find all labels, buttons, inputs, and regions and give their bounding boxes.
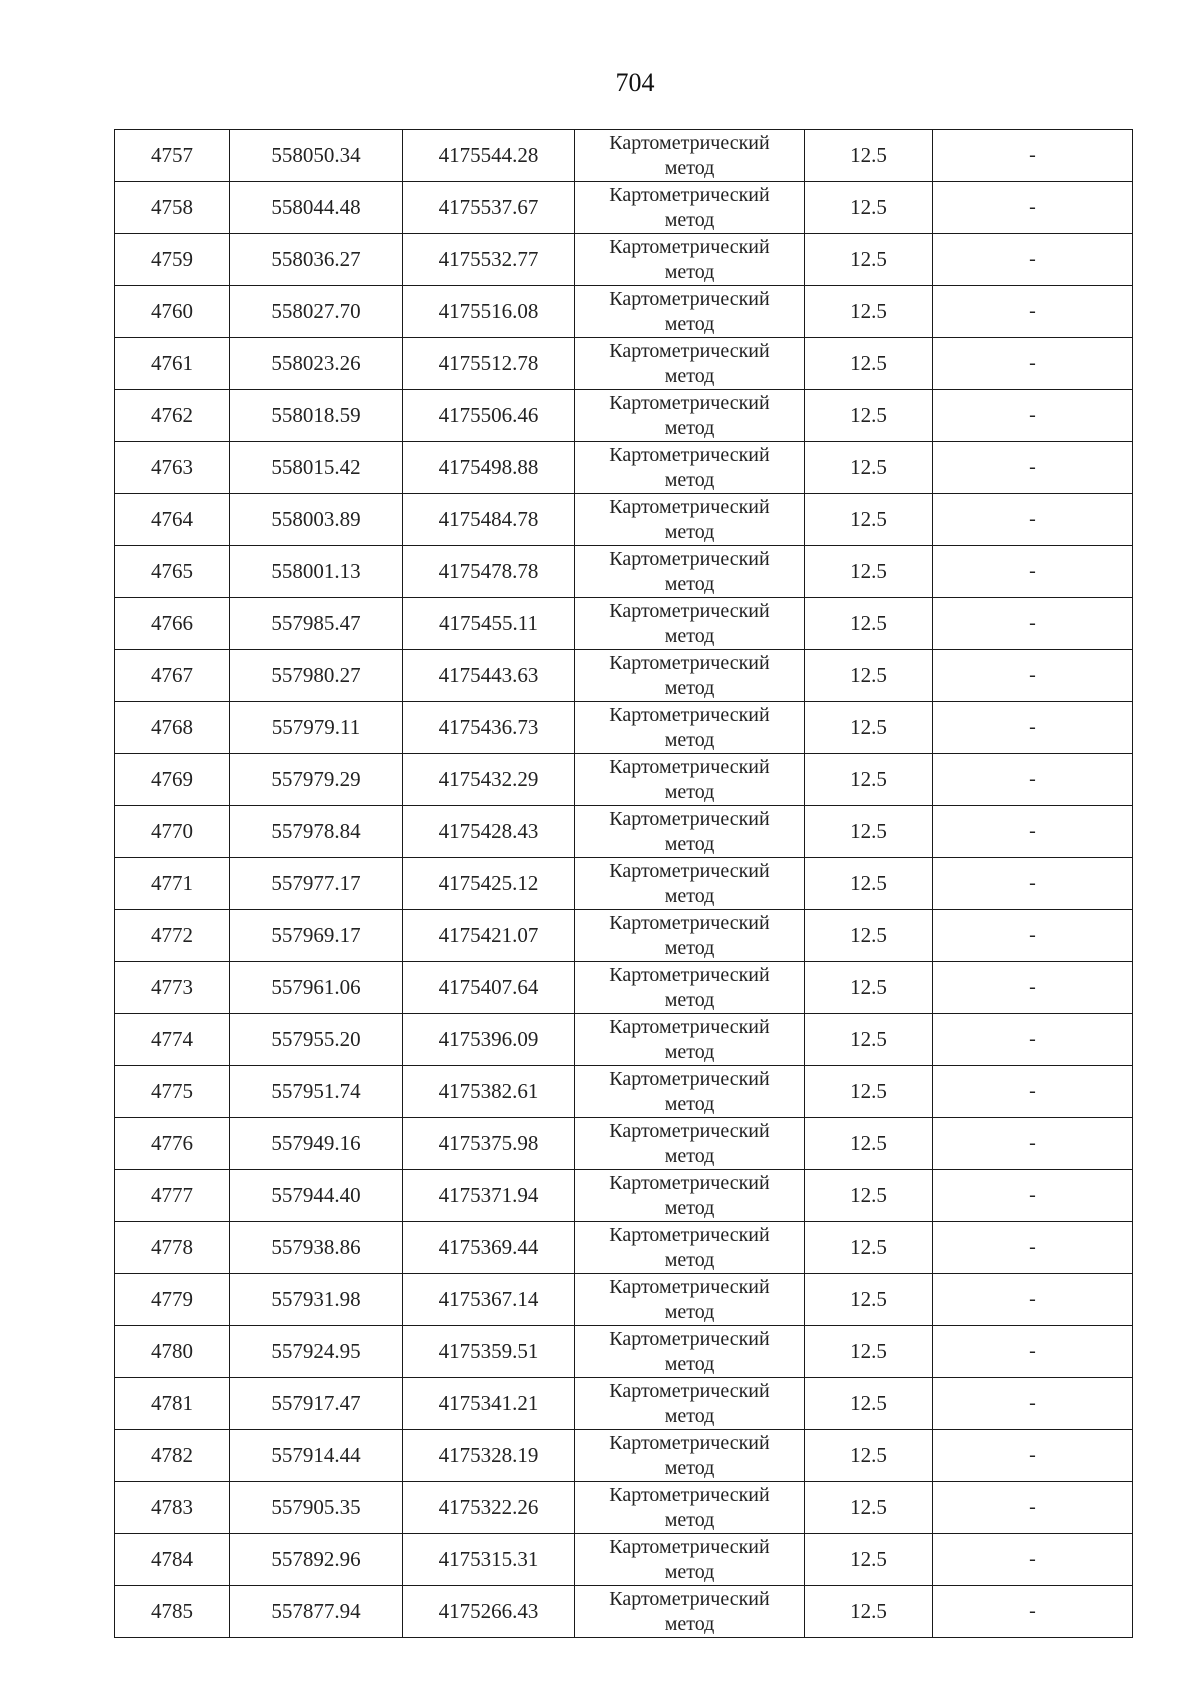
note-cell: -	[933, 234, 1133, 286]
method-cell: Картометрический метод	[575, 1326, 805, 1378]
point-number-cell: 4764	[115, 494, 230, 546]
y-coordinate-cell: 4175428.43	[403, 806, 575, 858]
y-coordinate-cell: 4175375.98	[403, 1118, 575, 1170]
table-row	[115, 1170, 1133, 1222]
y-coordinate-cell: 4175512.78	[403, 338, 575, 390]
table-row	[115, 286, 1133, 338]
method-cell: Картометрический метод	[575, 1118, 805, 1170]
table-row	[115, 806, 1133, 858]
point-number-cell: 4765	[115, 546, 230, 598]
method-cell: Картометрический метод	[575, 858, 805, 910]
point-number-cell: 4760	[115, 286, 230, 338]
point-number-cell: 4783	[115, 1482, 230, 1534]
table-row	[115, 1378, 1133, 1430]
method-cell: Картометрический метод	[575, 1586, 805, 1638]
accuracy-cell: 12.5	[805, 598, 933, 650]
note-cell: -	[933, 1326, 1133, 1378]
y-coordinate-cell: 4175443.63	[403, 650, 575, 702]
accuracy-cell: 12.5	[805, 1326, 933, 1378]
accuracy-cell: 12.5	[805, 442, 933, 494]
note-cell: -	[933, 702, 1133, 754]
table-row	[115, 598, 1133, 650]
x-coordinate-cell: 557979.29	[230, 754, 403, 806]
point-number-cell: 4770	[115, 806, 230, 858]
point-number-cell: 4757	[115, 130, 230, 182]
point-number-cell: 4778	[115, 1222, 230, 1274]
note-cell: -	[933, 1482, 1133, 1534]
y-coordinate-cell: 4175537.67	[403, 182, 575, 234]
method-cell: Картометрический метод	[575, 1014, 805, 1066]
note-cell: -	[933, 962, 1133, 1014]
accuracy-cell: 12.5	[805, 130, 933, 182]
y-coordinate-cell: 4175396.09	[403, 1014, 575, 1066]
point-number-cell: 4774	[115, 1014, 230, 1066]
table-row	[115, 494, 1133, 546]
point-number-cell: 4767	[115, 650, 230, 702]
x-coordinate-cell: 557977.17	[230, 858, 403, 910]
note-cell: -	[933, 390, 1133, 442]
accuracy-cell: 12.5	[805, 1118, 933, 1170]
x-coordinate-cell: 557961.06	[230, 962, 403, 1014]
x-coordinate-cell: 557931.98	[230, 1274, 403, 1326]
x-coordinate-cell: 558018.59	[230, 390, 403, 442]
note-cell: -	[933, 338, 1133, 390]
y-coordinate-cell: 4175328.19	[403, 1430, 575, 1482]
x-coordinate-cell: 557949.16	[230, 1118, 403, 1170]
note-cell: -	[933, 494, 1133, 546]
point-number-cell: 4776	[115, 1118, 230, 1170]
note-cell: -	[933, 1274, 1133, 1326]
table-row	[115, 858, 1133, 910]
y-coordinate-cell: 4175322.26	[403, 1482, 575, 1534]
method-cell: Картометрический метод	[575, 1274, 805, 1326]
x-coordinate-cell: 557969.17	[230, 910, 403, 962]
table-row	[115, 182, 1133, 234]
y-coordinate-cell: 4175421.07	[403, 910, 575, 962]
y-coordinate-cell: 4175516.08	[403, 286, 575, 338]
x-coordinate-cell: 557905.35	[230, 1482, 403, 1534]
table-row	[115, 910, 1133, 962]
point-number-cell: 4768	[115, 702, 230, 754]
accuracy-cell: 12.5	[805, 650, 933, 702]
method-cell: Картометрический метод	[575, 234, 805, 286]
method-cell: Картометрический метод	[575, 130, 805, 182]
note-cell: -	[933, 754, 1133, 806]
accuracy-cell: 12.5	[805, 338, 933, 390]
page-number: 704	[615, 68, 655, 97]
method-cell: Картометрический метод	[575, 546, 805, 598]
method-cell: Картометрический метод	[575, 442, 805, 494]
note-cell: -	[933, 1170, 1133, 1222]
accuracy-cell: 12.5	[805, 1378, 933, 1430]
note-cell: -	[933, 598, 1133, 650]
accuracy-cell: 12.5	[805, 1274, 933, 1326]
y-coordinate-cell: 4175484.78	[403, 494, 575, 546]
x-coordinate-cell: 558036.27	[230, 234, 403, 286]
note-cell: -	[933, 130, 1133, 182]
table-row	[115, 546, 1133, 598]
accuracy-cell: 12.5	[805, 1222, 933, 1274]
table-row	[115, 1430, 1133, 1482]
x-coordinate-cell: 557955.20	[230, 1014, 403, 1066]
table-row	[115, 234, 1133, 286]
x-coordinate-cell: 558015.42	[230, 442, 403, 494]
point-number-cell: 4775	[115, 1066, 230, 1118]
y-coordinate-cell: 4175359.51	[403, 1326, 575, 1378]
method-cell: Картометрический метод	[575, 962, 805, 1014]
table-row	[115, 1014, 1133, 1066]
accuracy-cell: 12.5	[805, 1430, 933, 1482]
point-number-cell: 4784	[115, 1534, 230, 1586]
point-number-cell: 4758	[115, 182, 230, 234]
table-row	[115, 754, 1133, 806]
method-cell: Картометрический метод	[575, 1066, 805, 1118]
x-coordinate-cell: 558044.48	[230, 182, 403, 234]
y-coordinate-cell: 4175498.88	[403, 442, 575, 494]
note-cell: -	[933, 442, 1133, 494]
y-coordinate-cell: 4175436.73	[403, 702, 575, 754]
y-coordinate-cell: 4175432.29	[403, 754, 575, 806]
table-row	[115, 1534, 1133, 1586]
y-coordinate-cell: 4175532.77	[403, 234, 575, 286]
x-coordinate-cell: 557985.47	[230, 598, 403, 650]
point-number-cell: 4782	[115, 1430, 230, 1482]
method-cell: Картометрический метод	[575, 390, 805, 442]
table-row	[115, 1326, 1133, 1378]
accuracy-cell: 12.5	[805, 1170, 933, 1222]
table-row	[115, 1586, 1133, 1638]
table-row	[115, 390, 1133, 442]
method-cell: Картометрический метод	[575, 1222, 805, 1274]
x-coordinate-cell: 557938.86	[230, 1222, 403, 1274]
x-coordinate-cell: 557917.47	[230, 1378, 403, 1430]
point-number-cell: 4762	[115, 390, 230, 442]
x-coordinate-cell: 557924.95	[230, 1326, 403, 1378]
accuracy-cell: 12.5	[805, 390, 933, 442]
x-coordinate-cell: 557944.40	[230, 1170, 403, 1222]
point-number-cell: 4785	[115, 1586, 230, 1638]
y-coordinate-cell: 4175506.46	[403, 390, 575, 442]
table-row	[115, 1222, 1133, 1274]
y-coordinate-cell: 4175382.61	[403, 1066, 575, 1118]
x-coordinate-cell: 557978.84	[230, 806, 403, 858]
method-cell: Картометрический метод	[575, 754, 805, 806]
method-cell: Картометрический метод	[575, 1378, 805, 1430]
point-number-cell: 4759	[115, 234, 230, 286]
method-cell: Картометрический метод	[575, 702, 805, 754]
accuracy-cell: 12.5	[805, 910, 933, 962]
y-coordinate-cell: 4175544.28	[403, 130, 575, 182]
method-cell: Картометрический метод	[575, 182, 805, 234]
accuracy-cell: 12.5	[805, 754, 933, 806]
x-coordinate-cell: 558027.70	[230, 286, 403, 338]
accuracy-cell: 12.5	[805, 962, 933, 1014]
point-number-cell: 4773	[115, 962, 230, 1014]
accuracy-cell: 12.5	[805, 1014, 933, 1066]
method-cell: Картометрический метод	[575, 910, 805, 962]
table-row	[115, 338, 1133, 390]
method-cell: Картометрический метод	[575, 1430, 805, 1482]
accuracy-cell: 12.5	[805, 234, 933, 286]
point-number-cell: 4771	[115, 858, 230, 910]
table-row	[115, 1482, 1133, 1534]
point-number-cell: 4766	[115, 598, 230, 650]
x-coordinate-cell: 557979.11	[230, 702, 403, 754]
note-cell: -	[933, 286, 1133, 338]
note-cell: -	[933, 1118, 1133, 1170]
point-number-cell: 4769	[115, 754, 230, 806]
table-body	[115, 130, 1133, 1638]
coordinates-table	[114, 129, 1133, 1638]
point-number-cell: 4780	[115, 1326, 230, 1378]
note-cell: -	[933, 1586, 1133, 1638]
accuracy-cell: 12.5	[805, 286, 933, 338]
accuracy-cell: 12.5	[805, 858, 933, 910]
table-row	[115, 962, 1133, 1014]
x-coordinate-cell: 557892.96	[230, 1534, 403, 1586]
x-coordinate-cell: 558050.34	[230, 130, 403, 182]
note-cell: -	[933, 1222, 1133, 1274]
x-coordinate-cell: 558001.13	[230, 546, 403, 598]
table-row	[115, 650, 1133, 702]
method-cell: Картометрический метод	[575, 338, 805, 390]
table-row	[115, 1066, 1133, 1118]
accuracy-cell: 12.5	[805, 1482, 933, 1534]
x-coordinate-cell: 557951.74	[230, 1066, 403, 1118]
y-coordinate-cell: 4175315.31	[403, 1534, 575, 1586]
note-cell: -	[933, 650, 1133, 702]
y-coordinate-cell: 4175407.64	[403, 962, 575, 1014]
note-cell: -	[933, 858, 1133, 910]
accuracy-cell: 12.5	[805, 546, 933, 598]
accuracy-cell: 12.5	[805, 1534, 933, 1586]
note-cell: -	[933, 806, 1133, 858]
point-number-cell: 4772	[115, 910, 230, 962]
note-cell: -	[933, 1066, 1133, 1118]
x-coordinate-cell: 558023.26	[230, 338, 403, 390]
note-cell: -	[933, 182, 1133, 234]
point-number-cell: 4763	[115, 442, 230, 494]
x-coordinate-cell: 558003.89	[230, 494, 403, 546]
note-cell: -	[933, 1378, 1133, 1430]
method-cell: Картометрический метод	[575, 806, 805, 858]
method-cell: Картометрический метод	[575, 286, 805, 338]
y-coordinate-cell: 4175367.14	[403, 1274, 575, 1326]
x-coordinate-cell: 557980.27	[230, 650, 403, 702]
method-cell: Картометрический метод	[575, 650, 805, 702]
accuracy-cell: 12.5	[805, 1586, 933, 1638]
table-row	[115, 130, 1133, 182]
accuracy-cell: 12.5	[805, 182, 933, 234]
note-cell: -	[933, 1430, 1133, 1482]
y-coordinate-cell: 4175425.12	[403, 858, 575, 910]
point-number-cell: 4761	[115, 338, 230, 390]
note-cell: -	[933, 1014, 1133, 1066]
y-coordinate-cell: 4175266.43	[403, 1586, 575, 1638]
point-number-cell: 4779	[115, 1274, 230, 1326]
note-cell: -	[933, 910, 1133, 962]
accuracy-cell: 12.5	[805, 702, 933, 754]
method-cell: Картометрический метод	[575, 598, 805, 650]
y-coordinate-cell: 4175478.78	[403, 546, 575, 598]
x-coordinate-cell: 557914.44	[230, 1430, 403, 1482]
accuracy-cell: 12.5	[805, 494, 933, 546]
method-cell: Картометрический метод	[575, 494, 805, 546]
point-number-cell: 4777	[115, 1170, 230, 1222]
table-row	[115, 702, 1133, 754]
y-coordinate-cell: 4175369.44	[403, 1222, 575, 1274]
point-number-cell: 4781	[115, 1378, 230, 1430]
accuracy-cell: 12.5	[805, 1066, 933, 1118]
method-cell: Картометрический метод	[575, 1534, 805, 1586]
table-row	[115, 442, 1133, 494]
table-row	[115, 1118, 1133, 1170]
y-coordinate-cell: 4175371.94	[403, 1170, 575, 1222]
accuracy-cell: 12.5	[805, 806, 933, 858]
method-cell: Картометрический метод	[575, 1170, 805, 1222]
note-cell: -	[933, 546, 1133, 598]
table-row	[115, 1274, 1133, 1326]
method-cell: Картометрический метод	[575, 1482, 805, 1534]
x-coordinate-cell: 557877.94	[230, 1586, 403, 1638]
note-cell: -	[933, 1534, 1133, 1586]
y-coordinate-cell: 4175341.21	[403, 1378, 575, 1430]
y-coordinate-cell: 4175455.11	[403, 598, 575, 650]
